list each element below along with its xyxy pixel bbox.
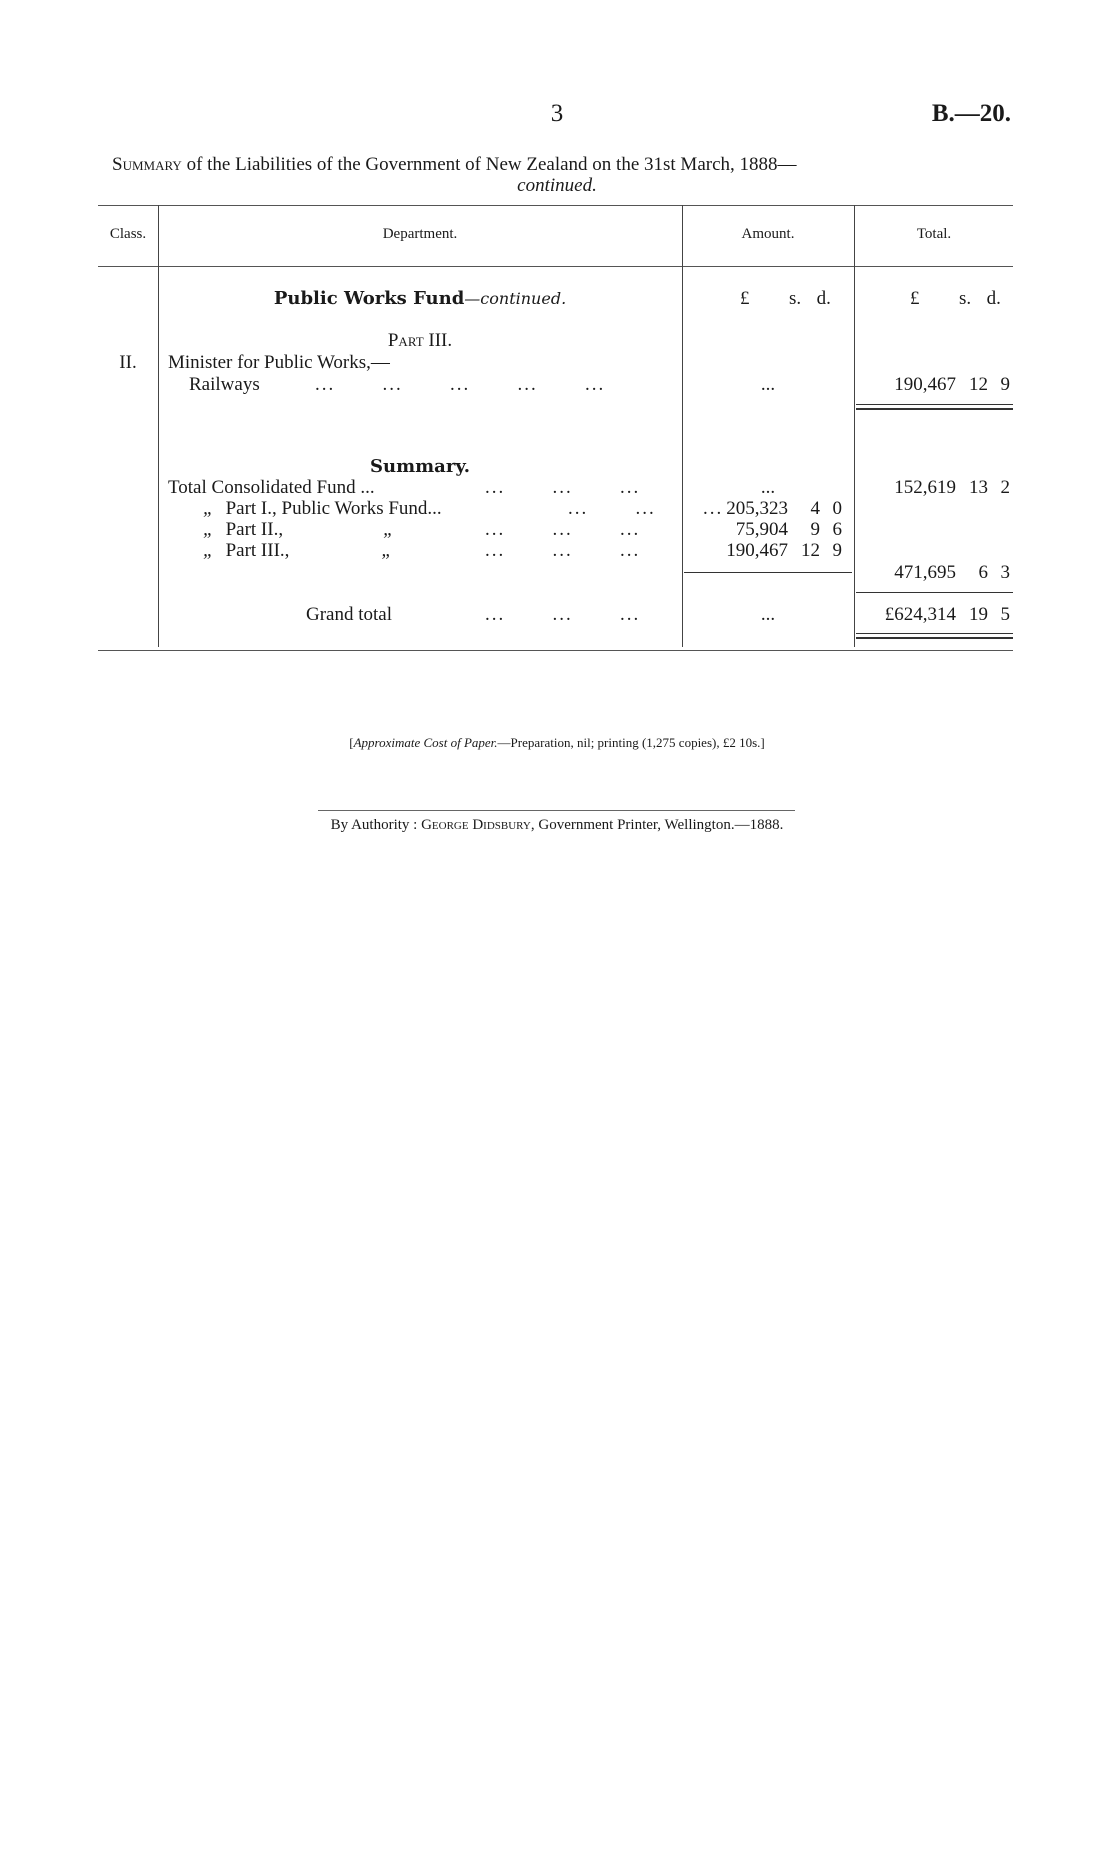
summary-leader: ... ... ... xyxy=(485,519,641,540)
printer-imprint xyxy=(0,817,1114,834)
pounds-value: 190,467 xyxy=(894,374,956,395)
railways-double-rule xyxy=(856,408,1013,410)
shillings-header: s. xyxy=(959,288,972,309)
pounds-value: 205,323 xyxy=(726,498,788,519)
summary-row-label: Part II., xyxy=(225,519,284,540)
summary-row-label: Part III., xyxy=(225,540,290,561)
pence-value: 0 xyxy=(832,498,842,519)
shillings-value: 19 xyxy=(969,604,988,625)
department-column-rule xyxy=(682,205,683,647)
summary-amount-part1 xyxy=(726,498,842,520)
imprint-text: Government Printer, Wellington.—1888. xyxy=(538,817,784,833)
pence-value: 3 xyxy=(1000,562,1010,583)
ditto-mark: „ xyxy=(203,540,214,561)
pence-value: 2 xyxy=(1000,477,1010,498)
imprint-prefix: By Authority : xyxy=(330,817,418,833)
pounds-value: 152,619 xyxy=(894,477,956,498)
pounds-value: 75,904 xyxy=(735,519,788,540)
shillings-header: s. xyxy=(789,288,802,309)
pence-value: 5 xyxy=(1000,604,1010,625)
amount-subtotal-rule xyxy=(684,572,852,573)
consolidated-total xyxy=(894,477,1010,499)
pounds-value: 471,695 xyxy=(894,562,956,583)
ditto-mark: „ xyxy=(383,519,394,540)
grand-total-double-rule xyxy=(856,637,1013,639)
pound-sign: £ xyxy=(910,288,920,309)
summary-amount-part2 xyxy=(736,519,842,541)
pound-sign: £ xyxy=(740,288,750,309)
railways-label: Railways xyxy=(189,374,260,395)
summary-row-part3 xyxy=(203,540,392,562)
summary-amount-part3 xyxy=(726,540,842,562)
amount-column-rule xyxy=(854,205,855,647)
pounds-value: 190,467 xyxy=(726,540,788,561)
ditto-mark: „ xyxy=(203,519,214,540)
pence-header: d. xyxy=(816,288,831,309)
title-continued: continued. xyxy=(517,175,597,196)
amount-column-header: Amount. xyxy=(741,226,795,242)
shillings-value: 12 xyxy=(969,374,988,395)
summary-leader: ... ... ... xyxy=(485,540,641,561)
title-lead: Summary xyxy=(112,154,182,175)
summary-row-part2 xyxy=(203,519,394,541)
summary-heading: Summary. xyxy=(370,456,470,477)
summary-row-consolidated: Total Consolidated Fund ... xyxy=(168,477,375,498)
class-column-rule xyxy=(158,205,159,647)
shillings-value: 6 xyxy=(978,562,988,583)
summary-row-label: Part I., Public Works Fund... xyxy=(225,498,442,519)
pounds-value: £624,314 xyxy=(884,604,956,625)
part-label: Part III. xyxy=(387,330,453,351)
page-number: 3 xyxy=(550,100,564,127)
summary-leader: ... ... ... xyxy=(485,477,641,498)
summary-row-part1 xyxy=(203,498,442,520)
shillings-value: 13 xyxy=(969,477,988,498)
summary-leader: ... ... ... xyxy=(568,498,724,519)
railways-double-rule xyxy=(856,404,1013,405)
title-text: of the Liabilities of the Government of New Zealand on the 31st March, 1888— xyxy=(186,154,797,175)
cost-footnote xyxy=(0,735,1114,751)
summary-amount-consolidated: ... xyxy=(760,477,776,498)
class-column-header: Class. xyxy=(109,226,147,242)
table-top-rule xyxy=(98,205,1013,206)
grand-total-leader: ... ... ... xyxy=(485,604,641,625)
shillings-value: 9 xyxy=(810,519,820,540)
section-suffix: —continued. xyxy=(464,289,567,308)
section-title: Public Works Fund xyxy=(273,288,465,309)
footnote-bracket: [ xyxy=(349,735,354,750)
railways-leader: ... ... ... ... ... xyxy=(315,374,606,395)
pence-header: d. xyxy=(986,288,1001,309)
grand-total-double-rule xyxy=(856,633,1013,634)
ditto-mark: „ xyxy=(203,498,214,519)
shillings-value: 12 xyxy=(801,540,820,561)
department-column-header: Department. xyxy=(382,226,458,242)
pence-value: 6 xyxy=(832,519,842,540)
grand-total-label: Grand total xyxy=(306,604,393,625)
ditto-mark: „ xyxy=(381,540,392,561)
section-heading xyxy=(158,288,682,309)
public-works-total xyxy=(894,562,1010,584)
minister-label: Minister for Public Works,— xyxy=(168,352,390,373)
table-title xyxy=(112,154,1002,196)
railways-total xyxy=(894,374,1010,396)
footnote-italic: Approximate Cost of Paper. xyxy=(353,735,498,750)
total-subtotal-rule xyxy=(856,592,1013,593)
amount-currency-header xyxy=(740,288,831,310)
document-reference: B.—20. xyxy=(931,100,1011,127)
table-bottom-rule xyxy=(98,650,1013,651)
class-label: II. xyxy=(119,352,137,373)
pence-value: 9 xyxy=(1000,374,1010,395)
shillings-value: 4 xyxy=(810,498,820,519)
grand-total-amount: ... xyxy=(760,604,776,625)
railways-amount: ... xyxy=(760,374,776,395)
grand-total-value xyxy=(885,604,1010,626)
footnote-text: —Preparation, nil; printing (1,275 copies), £2 10s.] xyxy=(497,735,765,750)
total-currency-header xyxy=(910,288,1001,310)
imprint-rule xyxy=(318,810,795,811)
total-column-header: Total. xyxy=(916,226,952,242)
printer-name: George Didsbury, xyxy=(421,817,535,833)
header-bottom-rule xyxy=(98,266,1013,267)
pence-value: 9 xyxy=(832,540,842,561)
